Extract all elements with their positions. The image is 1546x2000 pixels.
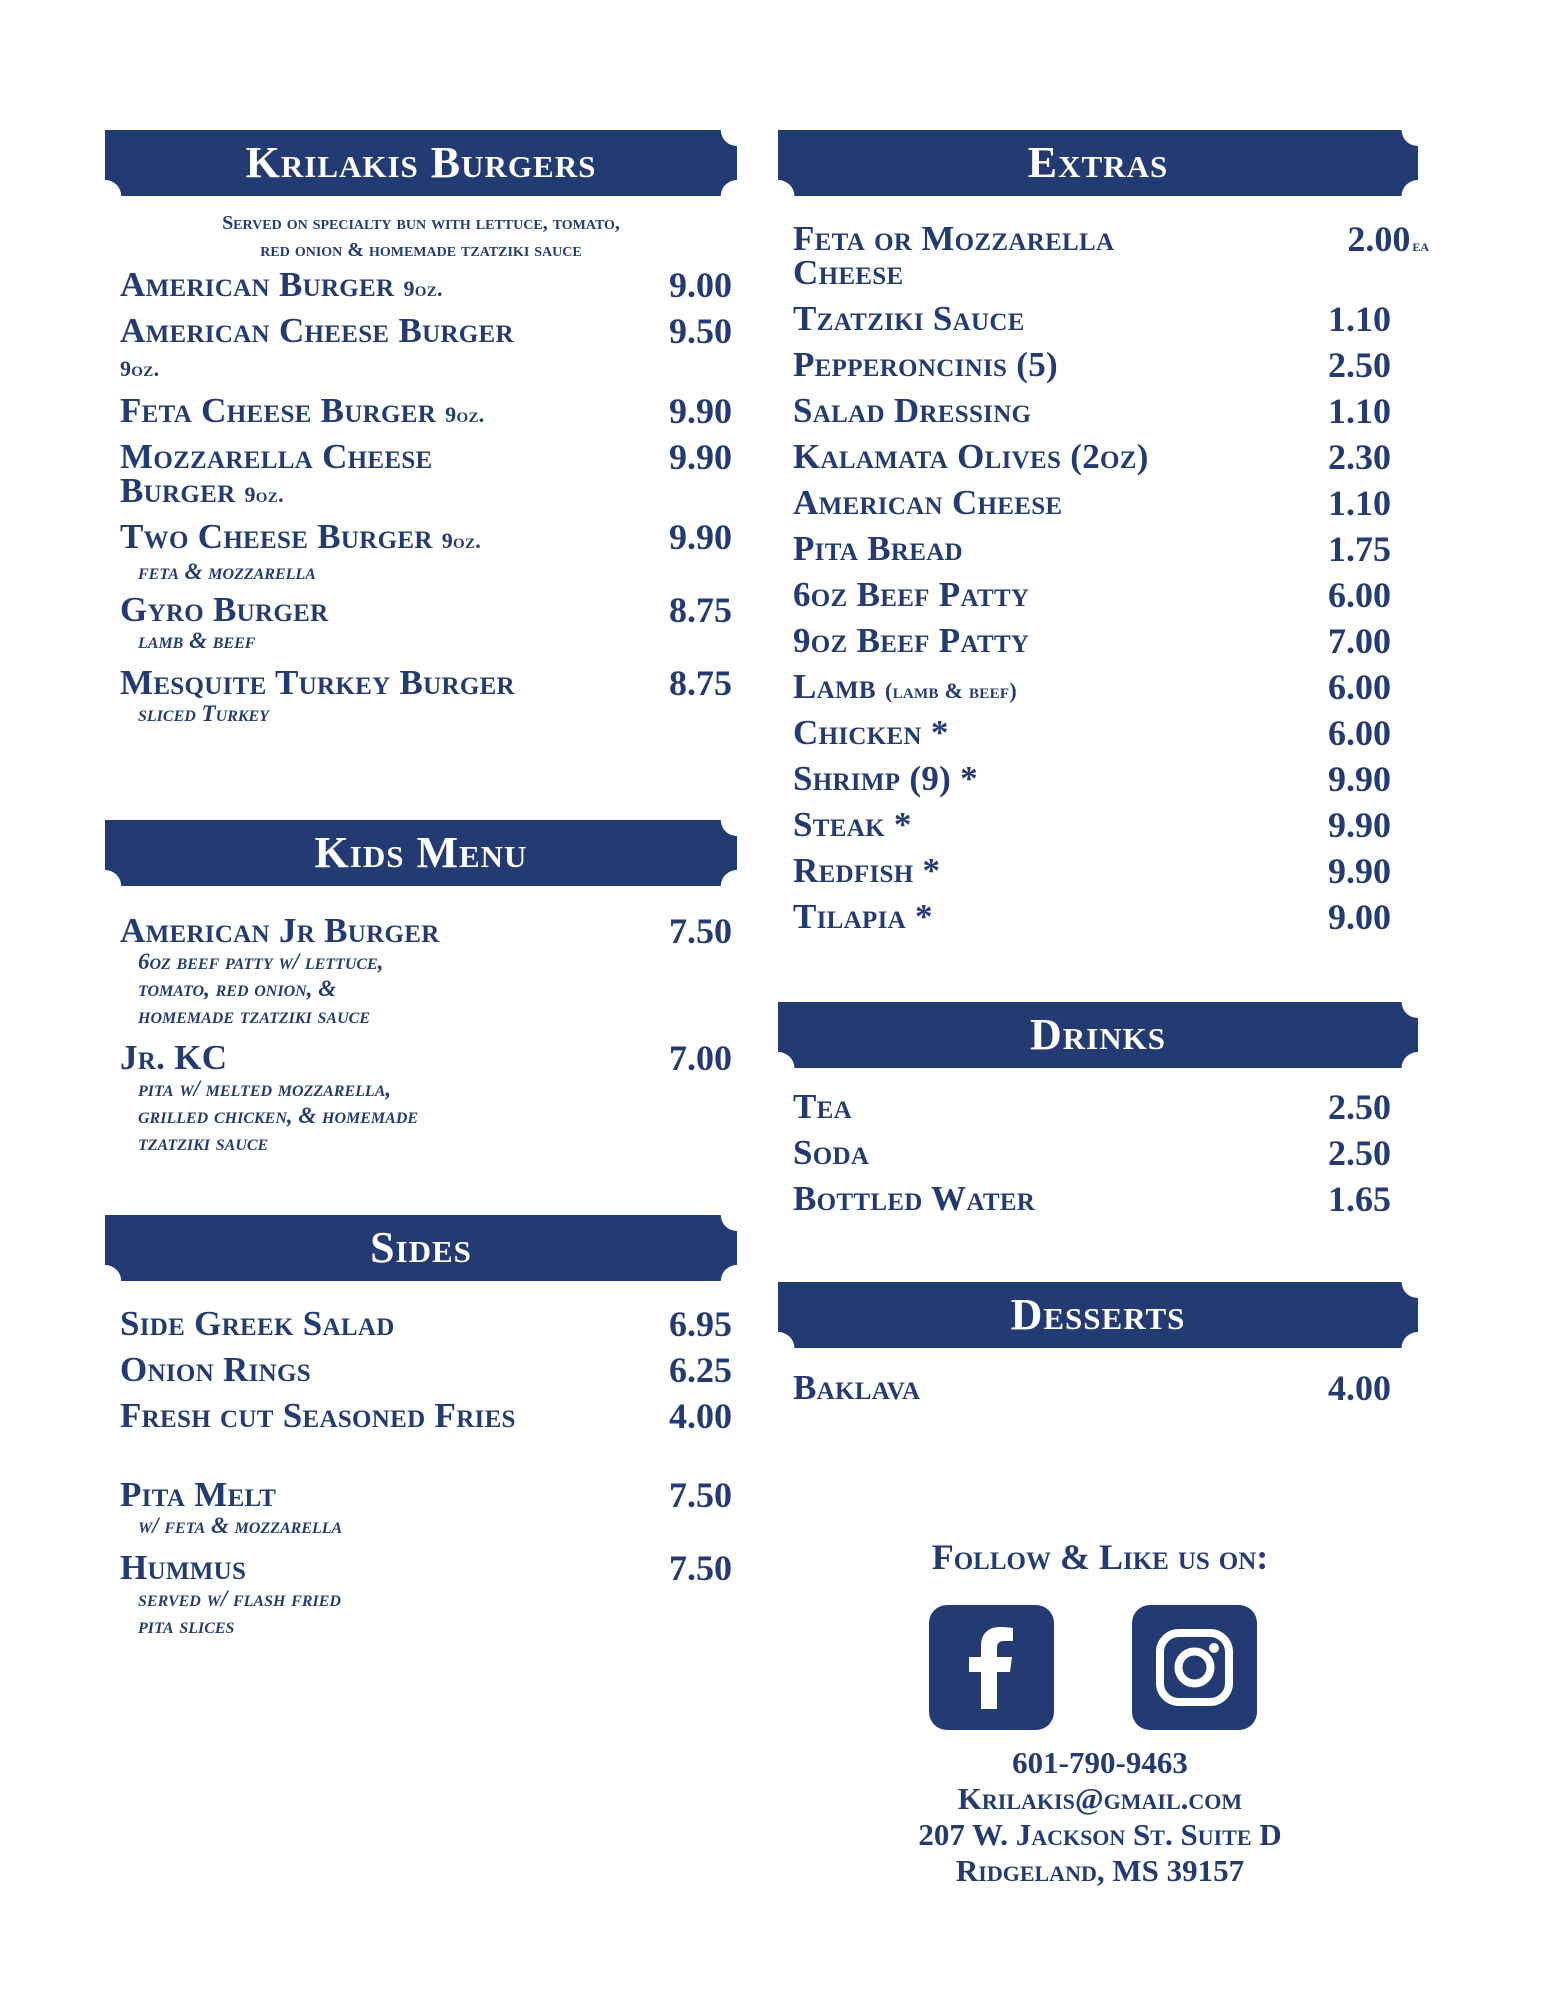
contact-info [830, 1745, 1370, 1889]
menu-item [793, 1087, 1391, 1127]
item-description: w/ feta & mozzarella [138, 1513, 343, 1538]
kids-title: Kids Menu [314, 828, 528, 877]
item-description: grilled chicken, & homemade [138, 1103, 419, 1128]
menu-item [120, 311, 732, 386]
item-note: (lamb & beef) [884, 678, 1017, 703]
item-name: Jr. KC [120, 1038, 228, 1077]
item-description: tzatziki sauce [138, 1130, 269, 1155]
item-name: Soda [793, 1133, 870, 1172]
follow-heading: Follow & Like us on: [931, 1537, 1269, 1577]
item-description: 6oz beef patty w/ lettuce, [138, 949, 384, 974]
menu-item [120, 265, 732, 306]
item-name: American Jr Burger [120, 911, 440, 950]
menu-item [793, 713, 1391, 753]
menu-item [793, 391, 1391, 431]
item-price: 7.50 [669, 1548, 732, 1588]
item-name: Fresh cut Seasoned Fries [120, 1396, 516, 1435]
menu-item [793, 1179, 1391, 1219]
item-unit: 9oz. [445, 402, 485, 427]
extras-title: Extras [1027, 138, 1169, 187]
item-name: Tzatziki Sauce [793, 299, 1025, 338]
menu-item [793, 851, 1391, 891]
item-price: 2.50 [1328, 345, 1391, 385]
menu-item [793, 759, 1391, 799]
item-price: 1.65 [1328, 1179, 1391, 1219]
menu-item [120, 1396, 732, 1436]
item-name: 9oz Beef Patty [793, 621, 1030, 660]
menu-item [120, 391, 732, 432]
menu-item [793, 529, 1391, 569]
item-price: 6.25 [669, 1350, 732, 1390]
item-name: Two Cheese Burger [120, 517, 433, 556]
item-unit: 9oz. [441, 528, 482, 553]
item-price: 6.95 [669, 1304, 732, 1344]
item-price: 4.00 [669, 1396, 732, 1436]
menu-item [793, 1368, 1391, 1408]
item-price: 9.90 [669, 391, 732, 431]
burgers-title: Krilakis Burgers [245, 138, 597, 187]
item-unit: 9oz. [244, 482, 284, 507]
menu-item [793, 345, 1391, 385]
drinks-banner [778, 1002, 1418, 1068]
item-name: American Burger [120, 265, 395, 304]
item-name: Lamb [793, 667, 876, 706]
item-name: Pita Bread [793, 529, 963, 568]
address-line1: 207 W. Jackson St. Suite D [918, 1817, 1282, 1852]
item-price: 2.00 [1347, 219, 1411, 259]
item-price: 9.00 [1328, 897, 1391, 937]
menu-item [793, 437, 1391, 477]
address-line2: Ridgeland, MS 39157 [955, 1853, 1245, 1888]
menu-item [793, 483, 1391, 523]
burgers-subtitle-line1: Served on specialty bun with lettuce, tomato, [222, 212, 620, 234]
menu-item [120, 911, 732, 1029]
item-name: American Cheese [793, 483, 1063, 522]
item-description: sliced Turkey [138, 701, 269, 726]
item-name: Hummus [120, 1548, 247, 1587]
item-price: 2.50 [1328, 1087, 1391, 1127]
item-name: Feta or Mozzarella Cheese [793, 219, 1115, 292]
item-name: Tea [793, 1087, 852, 1126]
burgers-subtitle-line2: red onion & homemade tzatziki sauce [260, 239, 582, 261]
kids-banner [105, 820, 737, 886]
item-price: 7.50 [669, 1475, 732, 1515]
menu-item [793, 667, 1391, 708]
item-price: 1.10 [1328, 391, 1391, 431]
burgers-banner [105, 130, 737, 196]
item-name: Kalamata Olives (2oz) [793, 437, 1149, 476]
item-price: 1.75 [1328, 529, 1391, 569]
item-price-suffix: ea [1412, 236, 1429, 255]
item-price: 6.00 [1328, 575, 1391, 615]
item-price: 4.00 [1328, 1368, 1391, 1408]
item-unit: 9oz. [120, 356, 160, 381]
item-price: 9.90 [669, 437, 732, 477]
item-name: Mesquite Turkey Burger [120, 663, 515, 702]
item-price: 7.00 [1328, 621, 1391, 661]
item-price: 9.50 [669, 311, 732, 351]
menu-item [120, 437, 732, 512]
item-description: served w/ flash fried [138, 1586, 341, 1611]
item-price: 2.50 [1328, 1133, 1391, 1173]
facebook-icon[interactable] [929, 1605, 1054, 1730]
desserts-banner [778, 1282, 1418, 1348]
item-name: Bottled Water [793, 1179, 1036, 1218]
item-price: 8.75 [669, 663, 732, 703]
item-description: pita w/ melted mozzarella, [138, 1076, 392, 1101]
item-name: Feta Cheese Burger [120, 391, 437, 430]
item-description: homemade tzatziki sauce [138, 1003, 370, 1028]
item-description: feta & mozzarella [138, 559, 316, 584]
menu-item [793, 621, 1391, 661]
menu-item [120, 1548, 732, 1639]
item-price: 9.90 [1328, 851, 1391, 891]
menu-item [793, 1133, 1391, 1173]
item-name: Chicken * [793, 713, 949, 752]
menu-item [120, 663, 732, 727]
item-price: 6.00 [1328, 667, 1391, 707]
item-name: Onion Rings [120, 1350, 311, 1389]
item-name: 6oz Beef Patty [793, 575, 1030, 614]
item-name: Salad Dressing [793, 391, 1032, 430]
desserts-title: Desserts [1010, 1290, 1186, 1339]
menu-item [793, 805, 1391, 845]
menu-item [793, 219, 1429, 292]
item-name: American Cheese Burger [120, 311, 514, 350]
item-name: Side Greek Salad [120, 1304, 395, 1343]
follow-section [830, 1535, 1370, 1888]
extras-banner [778, 130, 1418, 196]
item-price: 8.75 [669, 590, 732, 630]
item-price: 9.90 [1328, 805, 1391, 845]
item-price: 7.50 [669, 911, 732, 951]
item-price: 2.30 [1328, 437, 1391, 477]
menu-item [120, 1475, 732, 1539]
menu-item [120, 590, 732, 654]
item-name: Steak * [793, 805, 912, 844]
item-price: 9.90 [669, 517, 732, 557]
menu-item [120, 1304, 732, 1344]
menu-item [793, 897, 1391, 937]
instagram-icon[interactable] [1132, 1605, 1257, 1730]
menu-item [793, 575, 1391, 615]
burgers-subtitle [105, 210, 737, 264]
item-unit: 9oz. [403, 276, 443, 301]
item-name: Shrimp (9) * [793, 759, 978, 798]
email-address: Krilakis@gmail.com [957, 1781, 1243, 1816]
phone-number: 601-790-9463 [1012, 1745, 1188, 1780]
menu-item [120, 1038, 732, 1156]
sides-banner [105, 1215, 737, 1281]
item-price: 1.10 [1328, 299, 1391, 339]
menu-item [120, 517, 732, 585]
item-price: 6.00 [1328, 713, 1391, 753]
item-description: tomato, red onion, & [138, 976, 337, 1001]
menu-item [120, 1350, 732, 1390]
item-name: Pita Melt [120, 1475, 277, 1514]
item-name: Tilapia * [793, 897, 933, 936]
menu-item [793, 299, 1391, 339]
item-description: lamb & beef [138, 628, 256, 653]
item-price: 7.00 [669, 1038, 732, 1078]
drinks-title: Drinks [1030, 1010, 1166, 1059]
item-description: pita slices [138, 1613, 235, 1638]
item-price: 1.10 [1328, 483, 1391, 523]
item-price: 9.00 [669, 265, 732, 305]
item-name: Mozzarella Cheese Burger [120, 437, 433, 510]
item-name: Gyro Burger [120, 590, 329, 629]
item-price: 9.90 [1328, 759, 1391, 799]
item-name: Baklava [793, 1368, 921, 1407]
item-name: Pepperoncinis (5) [793, 345, 1058, 384]
item-name: Redfish * [793, 851, 941, 890]
sides-title: Sides [370, 1223, 472, 1272]
